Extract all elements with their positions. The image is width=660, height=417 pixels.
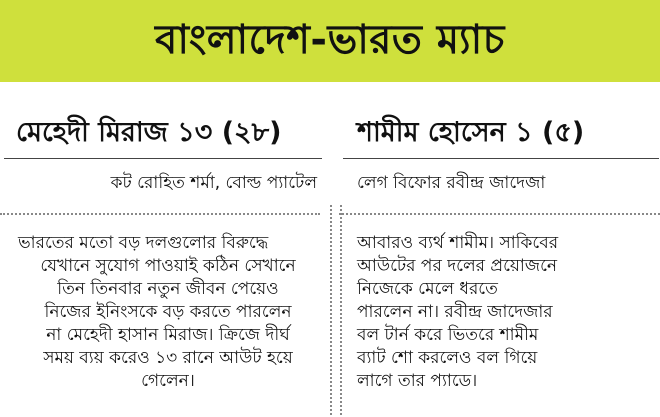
body-line: না মেহেদী হাসান মিরাজ। ক্রিজে দীর্ঘ [46,325,290,345]
body-line: আবারও ব্যর্থ শামীম। সাকিবের [357,233,559,253]
body-line: সময় ব্যয় করেও ১৩ রানে আউট হয়ে [43,348,293,368]
player-name-right: শামীম হোসেন ১ (৫) [357,117,585,148]
right-column [339,82,660,417]
rule-left [4,158,322,159]
dotted-rule-right [339,213,660,215]
body-line: ভারতের মতো বড় দলগুলোর বিরুদ্ধে [18,233,269,253]
body-text-left [18,232,318,393]
body-line: বল টার্ন করে ভিতরে শামীম [357,325,539,345]
body-line: নিজের ইনিংসকে বড় করতে পারলেন [44,302,292,322]
player-name-left: মেহেদী মিরাজ ১৩ (২৮) [16,117,282,148]
page-title: বাংলাদেশ-ভারত ম্যাচ [155,16,505,63]
body-line: নিজেকে মেলে ধরতে [357,279,498,299]
dismissal-right: লেগ বিফোর রবীন্দ্র জাদেজা [357,173,546,193]
body-text-right [357,232,607,393]
body-line: গেলেন। [141,371,195,391]
body-line: লাগে তার প্যাডে। [357,371,478,391]
body-line: যেখানে সুযোগ পাওয়াই কঠিন সেখানে [40,256,296,276]
header-banner [0,0,660,82]
dismissal-left: কট রোহিত শর্মা, বোল্ড প্যাটেল [110,173,317,193]
body-line: পারলেন না। রবীন্দ্র জাদেজার [357,302,553,322]
rule-right [343,158,659,159]
left-column [0,82,327,417]
column-divider-left [330,205,332,415]
body-line: ব্যাট শো করলেও বল গিয়ে [357,348,538,368]
dotted-rule-left [0,213,320,215]
body-line: আউটের পর দলের প্রয়োজনে [357,256,558,276]
body-line: তিন তিনবার নতুন জীবন পেয়েও [57,279,279,299]
